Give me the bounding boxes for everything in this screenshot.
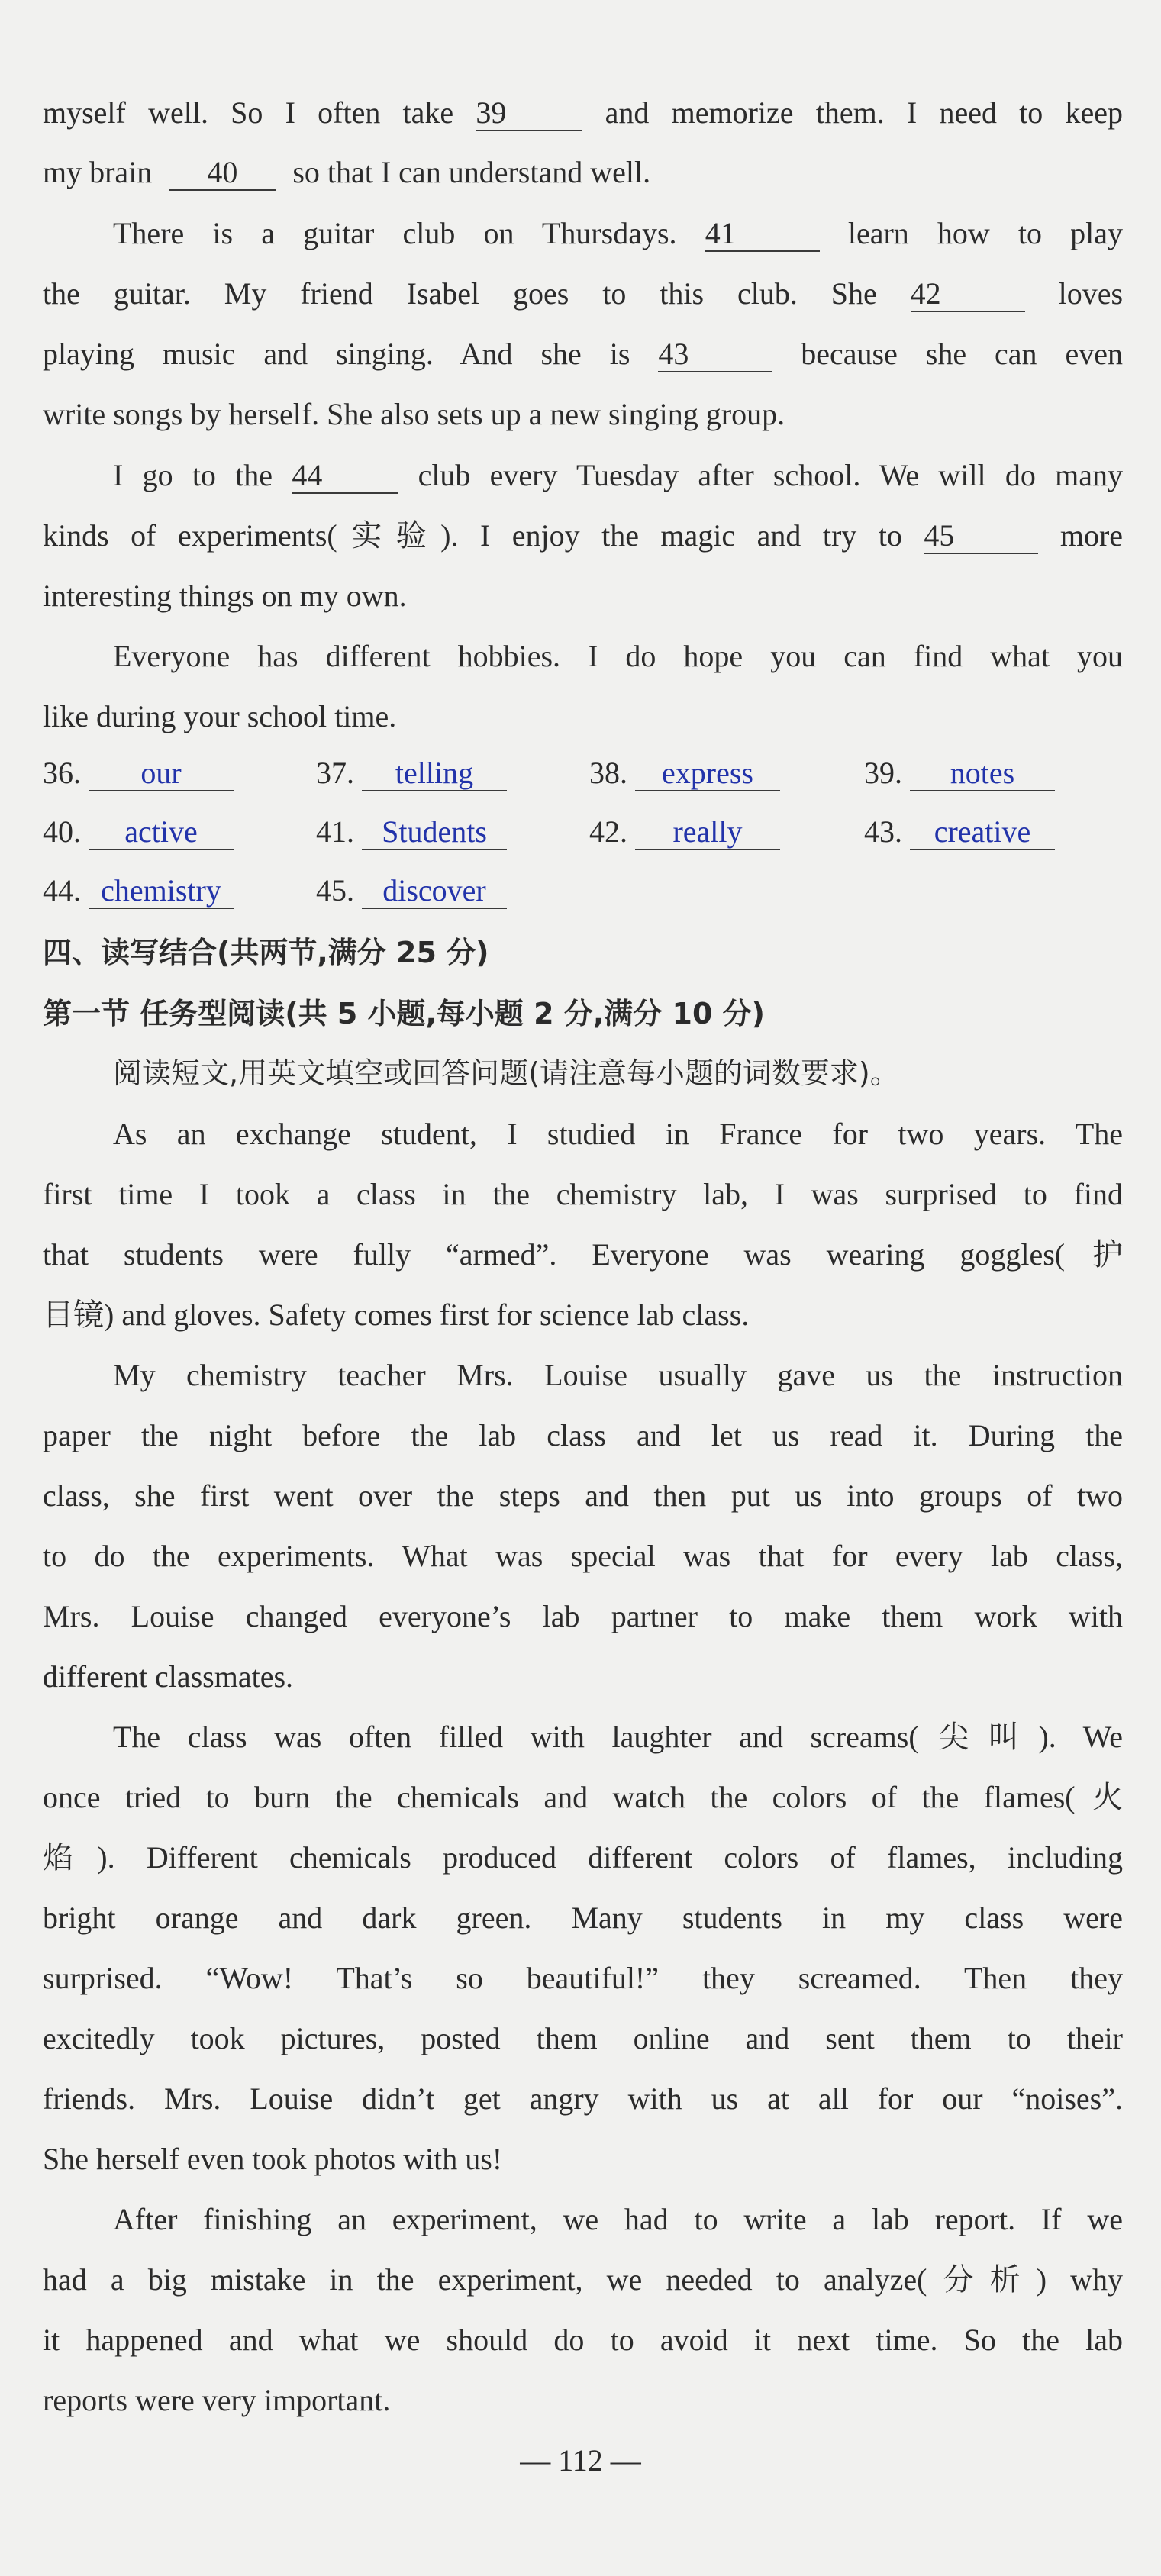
p2-line4: write songs by herself. She also sets up a new singing group.: [43, 397, 785, 431]
p3-line3: interesting things on my own.: [43, 579, 407, 613]
p1-line2: my brain 40 so that I can understand well.: [43, 155, 651, 189]
p4-line1: Everyone has different hobbies. I do hope you can find what you: [113, 639, 1123, 673]
passage-line: bright orange and dark green. Many students in my class were: [43, 1901, 1123, 1935]
p2-line1: There is a guitar club on Thursdays. 41 learn how to play: [113, 216, 1124, 250]
passage-line: once tried to burn the chemicals and watch the colors of the flames(火: [43, 1780, 1123, 1814]
blank-41: 41: [705, 217, 820, 252]
passage-line: excitedly took pictures, posted them online and sent them to their: [43, 2021, 1123, 2055]
passage-line: class, she first went over the steps and then put us into groups of two: [43, 1478, 1123, 1513]
passage-line: to do the experiments. What was special was that for every lab class,: [43, 1539, 1123, 1573]
answer-41: 41. Students: [316, 811, 507, 853]
p1-line1: myself well. So I often take 39 and memorize them. I need to keep: [43, 95, 1124, 130]
passage-line: surprised. “Wow! That’s so beautiful!” they screamed. Then they: [43, 1961, 1123, 1995]
passage-line: The class was often filled with laughter and screams(尖叫). We: [113, 1720, 1123, 1754]
answer-40: 40. active: [43, 811, 234, 853]
subsection-heading: 第一节 任务型阅读(共 5 小题,每小题 2 分,满分 10 分): [43, 997, 765, 1030]
answer-37: 37. telling: [316, 752, 507, 795]
blank-40: 40: [169, 156, 276, 191]
passage-line: friends. Mrs. Louise didn’t get angry with us at all for our “noises”.: [43, 2081, 1123, 2116]
passage-line: that students were fully “armed”. Everyone was wearing goggles(护: [43, 1237, 1123, 1272]
passage-line: 目镜) and gloves. Safety comes first for science lab class.: [43, 1298, 750, 1332]
passage-line: She herself even took photos with us!: [43, 2142, 503, 2176]
p2-line2: the guitar. My friend Isabel goes to this club. She 42 loves: [43, 276, 1124, 311]
blank-44: 44: [292, 459, 398, 494]
passage-line: it happened and what we should do to avoid it next time. So the lab: [43, 2323, 1123, 2357]
answer-43: 43. creative: [864, 811, 1055, 853]
blank-42: 42: [911, 277, 1025, 312]
answer-44: 44. chemistry: [43, 869, 234, 912]
instruction: 阅读短文,用英文填空或回答问题(请注意每小题的词数要求)。: [113, 1056, 899, 1090]
passage-line: 焰). Different chemicals produced different colors of flames, including: [43, 1840, 1123, 1875]
passage-line: Mrs. Louise changed everyone’s lab partner to make them work with: [43, 1599, 1123, 1633]
p3-line2: kinds of experiments(实验). I enjoy the magic and try to 45 more: [43, 518, 1124, 553]
answer-39: 39. notes: [864, 752, 1055, 795]
page-number: — 112 —: [520, 2443, 641, 2478]
p4-line2: like during your school time.: [43, 699, 397, 733]
blank-43: 43: [658, 337, 772, 372]
section-heading: 四、读写结合(共两节,满分 25 分): [43, 936, 489, 969]
blank-45: 45: [924, 519, 1038, 554]
answer-42: 42. really: [589, 811, 780, 853]
answer-38: 38. express: [589, 752, 780, 795]
passage-line: had a big mistake in the experiment, we needed to analyze(分析) why: [43, 2262, 1123, 2297]
passage-line: My chemistry teacher Mrs. Louise usually gave us the instruction: [113, 1358, 1123, 1392]
p2-line3: playing music and singing. And she is 43 because she can even: [43, 337, 1123, 371]
answer-36: 36. our: [43, 752, 234, 795]
passage-line: reports were very important.: [43, 2383, 391, 2417]
answer-45: 45. discover: [316, 869, 507, 912]
passage-line: After finishing an experiment, we had to write a lab report. If we: [113, 2202, 1123, 2236]
blank-39: 39: [476, 96, 582, 131]
p3-line1: I go to the 44 club every Tuesday after school. We will do many: [113, 458, 1123, 492]
passage-line: paper the night before the lab class and let us read it. During the: [43, 1418, 1123, 1452]
passage-line: different classmates.: [43, 1659, 294, 1694]
passage-line: first time I took a class in the chemistry lab, I was surprised to find: [43, 1177, 1123, 1211]
passage-line: As an exchange student, I studied in France for two years. The: [113, 1117, 1123, 1151]
